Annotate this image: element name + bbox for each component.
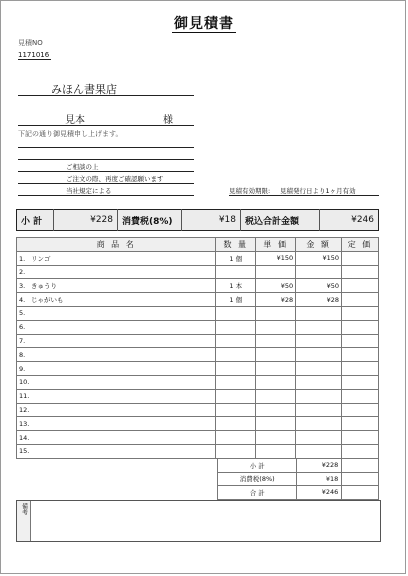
item-name: リンゴ [31, 254, 51, 263]
item-list [342, 265, 379, 279]
item-amount [296, 334, 342, 348]
item-price [256, 320, 296, 334]
header-list-price: 定 価 [342, 238, 379, 252]
item-list [342, 444, 379, 458]
table-row [17, 279, 379, 293]
item-price [256, 362, 296, 376]
condition-1: ご相談の上 [66, 163, 99, 171]
validity-value: 見積発行日より1ヶ月有効 [280, 187, 356, 195]
item-amount [296, 375, 342, 389]
row-number: 10. [19, 378, 30, 387]
totals-label: 消費税(8%) [218, 472, 297, 486]
item-list [342, 334, 379, 348]
item-qty [216, 334, 256, 348]
item-price [256, 431, 296, 445]
item-name-cell [17, 417, 216, 431]
row-number: 15. [19, 447, 30, 456]
item-amount [296, 389, 342, 403]
totals-row [218, 472, 379, 486]
item-price [256, 389, 296, 403]
item-list [342, 362, 379, 376]
item-name-cell [17, 251, 216, 265]
item-price [256, 417, 296, 431]
item-name-cell [17, 431, 216, 445]
item-price [256, 403, 296, 417]
row-number: 14. [19, 433, 30, 442]
item-amount: ¥28 [296, 293, 342, 307]
header-qty: 数 量 [216, 238, 256, 252]
row-number: 9. [19, 364, 26, 373]
item-price [256, 444, 296, 458]
item-name-cell [17, 279, 216, 293]
totals-label: 合 計 [218, 486, 297, 500]
table-row [17, 403, 379, 417]
item-list [342, 293, 379, 307]
row-number: 11. [19, 392, 30, 401]
table-row [17, 306, 379, 320]
item-qty [216, 348, 256, 362]
table-row [17, 431, 379, 445]
item-amount [296, 265, 342, 279]
item-price [256, 306, 296, 320]
item-name-cell [17, 265, 216, 279]
row-number: 2. [19, 267, 26, 276]
row-number: 8. [19, 350, 26, 359]
row-number: 6. [19, 323, 26, 332]
item-name-cell [17, 362, 216, 376]
validity-label: 見積有効期限: [229, 187, 271, 195]
header-amount: 金 額 [296, 238, 342, 252]
item-qty [216, 444, 256, 458]
condition-2: ご注文の際、再度ご確認願います [66, 175, 164, 183]
totals-empty [342, 472, 379, 486]
remarks-box[interactable] [16, 500, 381, 542]
item-name-cell [17, 320, 216, 334]
header-product: 商 品 名 [17, 238, 216, 252]
condition-3: 当社規定による [66, 187, 112, 195]
row-number: 5. [19, 309, 26, 318]
totals-row [218, 486, 379, 500]
item-price [256, 334, 296, 348]
item-amount [296, 417, 342, 431]
item-amount: ¥150 [296, 251, 342, 265]
table-row [17, 251, 379, 265]
item-list [342, 403, 379, 417]
quote-number: 1171016 [18, 51, 50, 59]
item-list [342, 375, 379, 389]
item-qty [216, 375, 256, 389]
summary-tax-label: 消費税(8%) [118, 210, 182, 231]
item-list [342, 320, 379, 334]
table-row [17, 444, 379, 458]
item-qty [216, 306, 256, 320]
row-number: 12. [19, 405, 30, 414]
summary-subtotal-label: 小 計 [17, 210, 54, 231]
totals-value: ¥228 [297, 459, 342, 473]
summary-subtotal-value: ¥228 [54, 210, 118, 231]
item-amount [296, 403, 342, 417]
totals-empty [342, 486, 379, 500]
item-list [342, 431, 379, 445]
item-amount [296, 362, 342, 376]
item-list [342, 251, 379, 265]
item-qty: 1 個 [216, 293, 256, 307]
item-qty: 1 本 [216, 279, 256, 293]
client-honorific: 様 [163, 115, 173, 126]
item-list [342, 389, 379, 403]
item-list [342, 306, 379, 320]
item-amount: ¥50 [296, 279, 342, 293]
row-number: 4. [19, 296, 26, 305]
item-list [342, 348, 379, 362]
item-name-cell [17, 375, 216, 389]
company-name: みほん書果店 [51, 83, 117, 96]
item-price: ¥50 [256, 279, 296, 293]
item-qty [216, 417, 256, 431]
totals-row [218, 459, 379, 473]
item-price: ¥28 [256, 293, 296, 307]
items-table [16, 237, 379, 459]
table-row [17, 389, 379, 403]
table-row [17, 348, 379, 362]
header-unit-price: 単 価 [256, 238, 296, 252]
item-qty: 1 個 [216, 251, 256, 265]
row-number: 3. [19, 282, 26, 291]
item-qty [216, 389, 256, 403]
intro-text: 下記の通り御見積申し上げます。 [18, 130, 123, 138]
item-qty [216, 362, 256, 376]
quote-number-label: 見積NO [18, 39, 43, 47]
table-row [17, 334, 379, 348]
item-price [256, 348, 296, 362]
item-amount [296, 431, 342, 445]
item-amount [296, 444, 342, 458]
item-qty [216, 431, 256, 445]
item-name-cell [17, 403, 216, 417]
client-name: 見本 [65, 115, 85, 126]
item-name-cell [17, 389, 216, 403]
item-name-cell [17, 306, 216, 320]
table-row [17, 320, 379, 334]
item-qty [216, 320, 256, 334]
remarks-label: 備考 [17, 501, 31, 541]
table-row [17, 375, 379, 389]
totals-table [217, 458, 379, 500]
page-title: 御見積書 [174, 16, 234, 32]
table-row [17, 265, 379, 279]
row-number: 1. [19, 254, 26, 263]
item-amount [296, 348, 342, 362]
table-row [17, 362, 379, 376]
table-row [17, 417, 379, 431]
item-price [256, 375, 296, 389]
item-name-cell [17, 348, 216, 362]
totals-label: 小 計 [218, 459, 297, 473]
item-price: ¥150 [256, 251, 296, 265]
item-list [342, 417, 379, 431]
item-price [256, 265, 296, 279]
totals-empty [342, 459, 379, 473]
item-name: じゃがいも [31, 296, 64, 305]
item-list [342, 279, 379, 293]
summary-tax-value: ¥18 [182, 210, 241, 231]
item-qty [216, 265, 256, 279]
item-name: きゅうり [31, 282, 57, 291]
item-amount [296, 320, 342, 334]
summary-total-label: 税込合計金額 [241, 210, 320, 231]
summary-total-value: ¥246 [351, 215, 374, 225]
totals-value: ¥18 [297, 472, 342, 486]
item-qty [216, 403, 256, 417]
item-name-cell [17, 293, 216, 307]
row-number: 13. [19, 419, 30, 428]
summary-bar [16, 209, 379, 231]
item-amount [296, 306, 342, 320]
item-name-cell [17, 334, 216, 348]
table-row [17, 293, 379, 307]
item-name-cell [17, 444, 216, 458]
row-number: 7. [19, 336, 26, 345]
totals-value: ¥246 [297, 486, 342, 500]
